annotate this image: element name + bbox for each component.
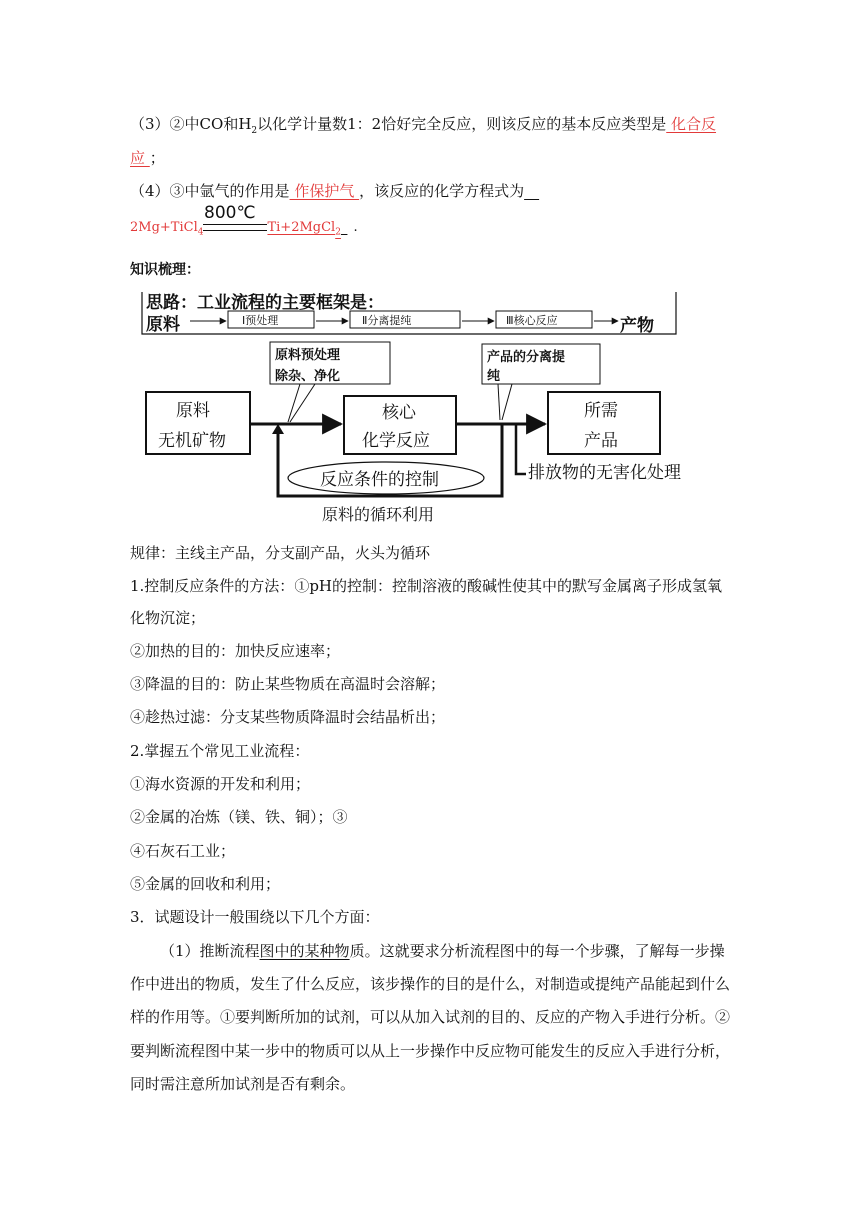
control-label: 反应条件的控制	[320, 470, 439, 490]
method-line1: 1.控制反应条件的方法：①pH的控制：控制溶液的酸碱性使其中的默写金属离子形成氢氧	[130, 577, 722, 595]
q3-prefix: （3）②中CO和H	[130, 115, 252, 133]
q3-end: ；	[149, 149, 165, 167]
core-reaction-line1: 核心	[382, 403, 416, 423]
para-underlined: 图中的某种物	[259, 942, 350, 960]
process-seawater: ①海水资源的开发和利用；	[130, 775, 311, 793]
q4-lhs: 2Mg+TiCl	[130, 220, 198, 235]
para-line4: 要判断流程图中某一步中的物质可以从上一步操作中反应物可能发生的反应入手进行分析，	[130, 1042, 731, 1060]
q3-text: 以化学计量数1：2恰好完全反应，则该反应的基本反应类型是	[257, 115, 667, 133]
pre-treatment-line2: 除杂、净化	[275, 369, 341, 384]
q4-lhs-sub: 4	[197, 227, 204, 238]
industrial-flow-diagram	[140, 284, 720, 526]
question-3-line2	[130, 147, 165, 168]
product-line2: 产品	[584, 431, 618, 451]
separation-line2: 纯	[487, 369, 501, 384]
q4-blank	[524, 182, 539, 200]
process-metal-smelting: ②金属的冶炼（镁、铁、铜）；③	[130, 808, 348, 826]
core-reaction-line2: 化学反应	[362, 431, 430, 451]
separation-pointer2	[502, 384, 512, 420]
hot-filter-line: ④趁热过滤：分支某些物质降温时会结晶析出；	[130, 708, 446, 726]
q4-text: ，该反应的化学方程式为	[359, 182, 525, 200]
method-line2: 化物沉淀；	[130, 609, 206, 627]
q4-rhs: Ti+2MgCl	[267, 220, 336, 235]
recycle-label: 原料的循环利用	[322, 505, 435, 524]
product-line1: 所需	[584, 401, 618, 421]
process-limestone: ④石灰石工业；	[130, 842, 236, 860]
framework-title: 思路：工业流程的主要框架是：	[146, 293, 384, 313]
framework-raw: 原料	[146, 315, 180, 335]
five-processes-title: 2.掌握五个常见工业流程：	[130, 742, 310, 760]
para-line2: 作中进出的物质，发生了什么反应，该步操作的目的是什么，对制造或提纯产品能起到什么	[130, 975, 731, 993]
para-line3: 样的作用等。①要判断所加的试剂，可以从加入试剂的目的、反应的产物入手进行分析。②	[130, 1008, 731, 1026]
design-title: 3．试题设计一般围绕以下几个方面：	[130, 908, 380, 926]
framework-step2: Ⅱ分离提纯	[362, 314, 412, 327]
para-line1	[160, 940, 725, 961]
framework-step1: Ⅰ预处理	[242, 314, 279, 327]
q4-tail-blank	[341, 220, 348, 235]
q4-equation	[130, 220, 358, 238]
rule-line: 规律：主线主产品，分支副产品，火头为循环	[130, 544, 431, 562]
framework-step3: Ⅲ核心反应	[506, 314, 558, 327]
question-4-line1	[130, 180, 539, 201]
question-3-line1	[130, 113, 716, 136]
raw-material-line1: 原料	[176, 401, 210, 421]
para-rest1: 质。这就要求分析流程图中的每一个步骤，了解每一步操	[349, 942, 725, 960]
q4-equals-sign	[203, 224, 267, 231]
q4-prefix: （4）③中氩气的作用是	[130, 182, 290, 200]
process-recycling: ⑤金属的回收和利用；	[130, 875, 281, 893]
heating-line: ②加热的目的：加快反应速率；	[130, 642, 341, 660]
q4-rhs-sub: 2	[335, 227, 341, 238]
waste-branch	[516, 424, 526, 474]
q4-end: .	[353, 220, 358, 235]
pre-treatment-line1: 原料预处理	[275, 348, 341, 363]
raw-material-line2: 无机矿物	[158, 431, 226, 451]
q4-condition: 800℃	[204, 203, 256, 223]
separation-line1: 产品的分离提	[487, 350, 566, 365]
q4-answer: 作保护气	[289, 182, 360, 200]
framework-product: 产物	[620, 316, 654, 336]
cooling-line: ③降温的目的：防止某些物质在高温时会溶解；	[130, 675, 446, 693]
para-line5: 同时需注意所加试剂是否有剩余。	[130, 1075, 356, 1093]
para-lead: （1）推断流程	[160, 942, 260, 960]
q3-answer-part1: 化合反	[666, 115, 717, 133]
separation-pointer	[498, 384, 500, 420]
q3-answer-part2: 应	[130, 149, 150, 167]
q3-subscript: 2	[251, 126, 258, 136]
waste-label: 排放物的无害化处理	[528, 463, 681, 483]
section-title: 知识梳理：	[130, 262, 200, 278]
